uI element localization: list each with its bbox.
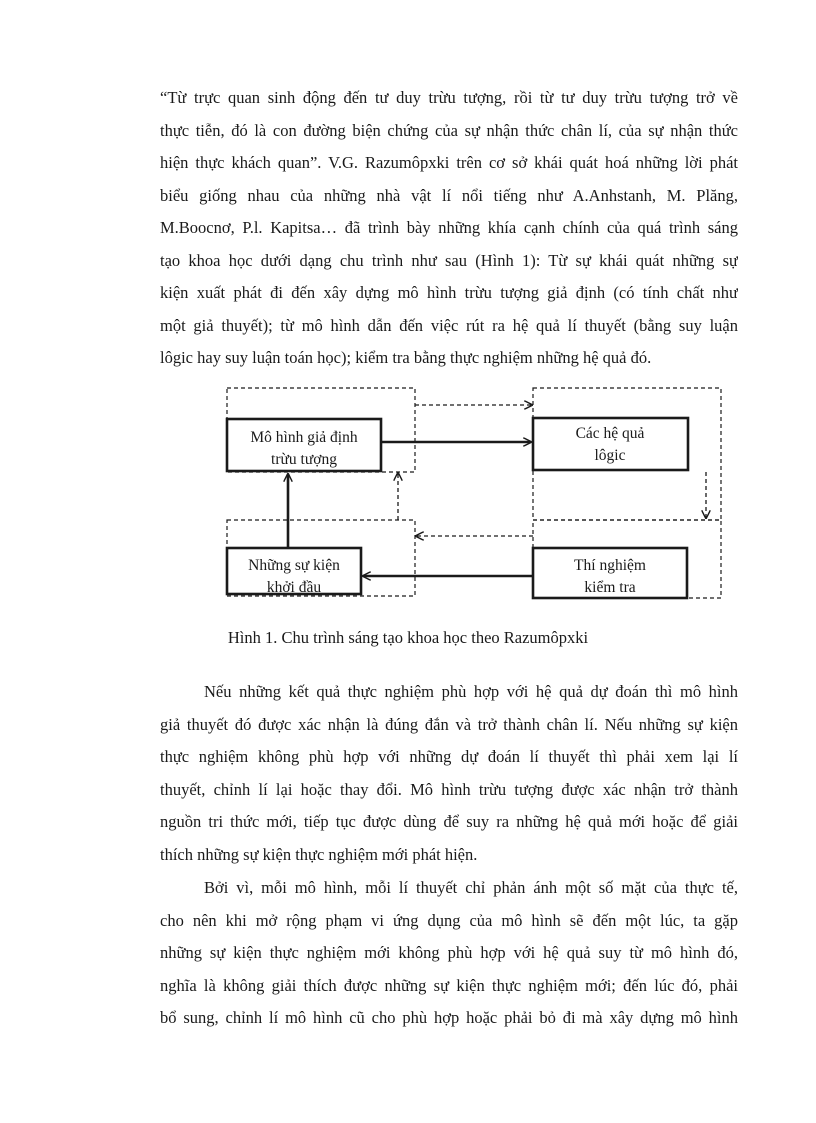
text-line: M.Boocnơ, P.l. Kapitsa… đã trình bày những khía cạnh chính của quá trình sáng xyxy=(160,218,738,237)
box-model-line1: Mô hình giả định xyxy=(250,429,358,446)
box-model-line2: trừu tượng xyxy=(271,451,337,468)
text-line: một giả thuyết); từ mô hình dẫn đến việc rút ra hệ quả lí thuyết (bằng suy luận xyxy=(160,315,738,335)
paragraph-model-limits xyxy=(160,872,738,1035)
text-line: thích những sự kiện thực nghiệm mới phát hiện. xyxy=(160,844,478,864)
text-line: nguồn tri thức mới, tiếp tục được dùng để suy ra những hệ quả mới hoặc để giải xyxy=(160,812,738,831)
text-line: “Từ trực quan sinh động đến tư duy trừu tượng, rồi từ tư duy trừu tượng trở về xyxy=(160,88,738,107)
text-line: thuyết, chỉnh lí lại hoặc thay đổi. Mô hình trừu tượng được xác nhận trở thành xyxy=(160,779,738,799)
box-experiment-line1: Thí nghiệm xyxy=(574,557,646,574)
text-line: tạo khoa học dưới dạng chu trình như sau (Hình 1): Từ sự khái quát những sự xyxy=(160,250,738,270)
box-consequences-line2: lôgic xyxy=(594,447,626,464)
box-facts-line1: Những sự kiện xyxy=(248,557,340,574)
text-line: nghĩa là không giải thích được những sự kiện thực nghiệm mới; đến lúc đó, phải xyxy=(160,975,738,995)
text-line: cho nên khi mở rộng phạm vi ứng dụng của mô hình sẽ đến một lúc, ta gặp xyxy=(160,910,738,930)
text-line: Bởi vì, mỗi mô hình, mỗi lí thuyết chỉ phản ánh một số mặt của thực tế, xyxy=(204,878,738,897)
text-line: lôgic hay suy luận toán học); kiểm tra bằng thực nghiệm những hệ quả đó. xyxy=(160,348,652,367)
text-line: biểu giống nhau của những nhà vật lí nổi tiếng như A.Anhstanh, M. Plăng, xyxy=(160,185,738,205)
text-line: kiện xuất phát đi đến xây dựng mô hình trừu tượng giả định (có tính chất như xyxy=(160,283,738,302)
text-line: thực tiễn, đó là con đường biện chứng của sự nhận thức chân lí, của sự nhận thức xyxy=(160,120,738,140)
box-experiment-line2: kiểm tra xyxy=(584,579,636,596)
box-facts-line2: khởi đầu xyxy=(266,579,322,596)
paragraph-verification xyxy=(160,676,738,871)
text-line: giả thuyết đó được xác nhận là đúng đắn và trở thành chân lí. Nếu những sự kiện xyxy=(160,714,738,734)
text-line: những sự kiện thực nghiệm mới không phù hợp với hệ quả suy từ mô hình đó, xyxy=(160,943,738,962)
box-consequences-line1: Các hệ quả xyxy=(575,425,645,442)
text-line: Nếu những kết quả thực nghiệm phù hợp với hệ quả dự đoán thì mô hình xyxy=(204,682,738,701)
figure-caption: Hình 1. Chu trình sáng tạo khoa học theo Razumôpxki xyxy=(227,628,589,647)
text-line: thực nghiệm không phù hợp với những dự đoán lí thuyết thì phải xem lại lí xyxy=(160,747,738,766)
text-line: bổ sung, chỉnh lí mô hình cũ cho phù hợp hoặc phải bỏ đi mà xây dựng mô hình xyxy=(160,1008,738,1027)
text-line: hiện thực khách quan”. V.G. Razumôpxki trên cơ sở khái quát hoá những lời phát xyxy=(160,153,738,172)
